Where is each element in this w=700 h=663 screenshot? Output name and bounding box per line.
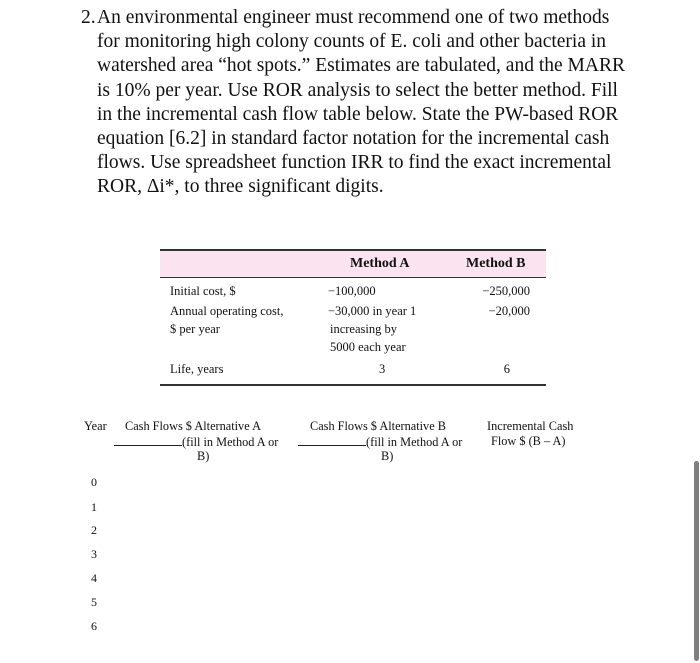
- table-header-rule: [160, 277, 546, 278]
- alt-b-header: Cash Flows $ Alternative B: [310, 419, 446, 433]
- row-operating-cost-label: Annual operating cost,: [170, 304, 284, 318]
- problem-statement: [72, 6, 632, 200]
- year-6: 6: [91, 619, 97, 633]
- problem-number: 2.: [81, 7, 96, 28]
- alt-a-header: Cash Flows $ Alternative A: [125, 419, 261, 433]
- year-4: 4: [91, 571, 97, 585]
- alt-b-header-3: B): [381, 449, 394, 463]
- row-operating-cost-a-2: increasing by: [330, 322, 397, 336]
- row-initial-cost-a: −100,000: [328, 284, 376, 298]
- row-life-b: 6: [503, 362, 510, 376]
- table-bottom-rule: [160, 384, 546, 386]
- alt-b-header-2: [298, 434, 462, 450]
- alt-a-header-3: B): [197, 449, 210, 463]
- estimates-table: [160, 249, 546, 387]
- header-method-a: Method A: [350, 256, 410, 271]
- problem-text: An environmental engineer must recommend one of two methods for monitoring high colony counts of E. coli and other bacteria in watershed area “hot spots.” Estimates are tabulated, and the MARR is 10% per year. Use ROR analysis to select the better method. Fill in the incremental cash flow table below. State the PW-based ROR equation [6.2] in standard factor notation for the incremental cash flows. Use spreadsheet function IRR to find the exact incremental ROR, Δi*, to three significant digits.: [97, 7, 625, 198]
- row-operating-cost-a-3: 5000 each year: [330, 340, 406, 354]
- row-operating-cost-label-2: $ per year: [170, 322, 220, 336]
- year-5: 5: [91, 595, 97, 609]
- year-0: 0: [91, 475, 97, 489]
- incremental-header-2: Flow $ (B – A): [491, 434, 566, 448]
- incremental-header: Incremental Cash: [487, 419, 574, 433]
- year-1: 1: [91, 500, 97, 514]
- alt-b-fill-label: (fill in Method A or: [366, 435, 463, 449]
- row-operating-cost-b: −20,000: [488, 304, 530, 318]
- row-operating-cost-a: −30,000 in year 1: [328, 304, 417, 318]
- row-life-a: 3: [379, 362, 386, 376]
- table-top-rule: [160, 249, 546, 251]
- vertical-scrollbar[interactable]: [694, 461, 699, 661]
- alt-a-blank[interactable]: [114, 434, 182, 446]
- year-2: 2: [91, 523, 97, 537]
- row-initial-cost-b: −250,000: [482, 284, 530, 298]
- row-life-label: Life, years: [170, 362, 224, 376]
- header-method-b: Method B: [466, 256, 526, 271]
- alt-a-fill-label: (fill in Method A or: [182, 435, 279, 449]
- alt-a-header-2: [114, 434, 278, 450]
- year-3: 3: [91, 547, 97, 561]
- year-header: Year: [84, 419, 107, 433]
- row-initial-cost-label: Initial cost, $: [170, 284, 236, 298]
- alt-b-blank[interactable]: [298, 434, 366, 446]
